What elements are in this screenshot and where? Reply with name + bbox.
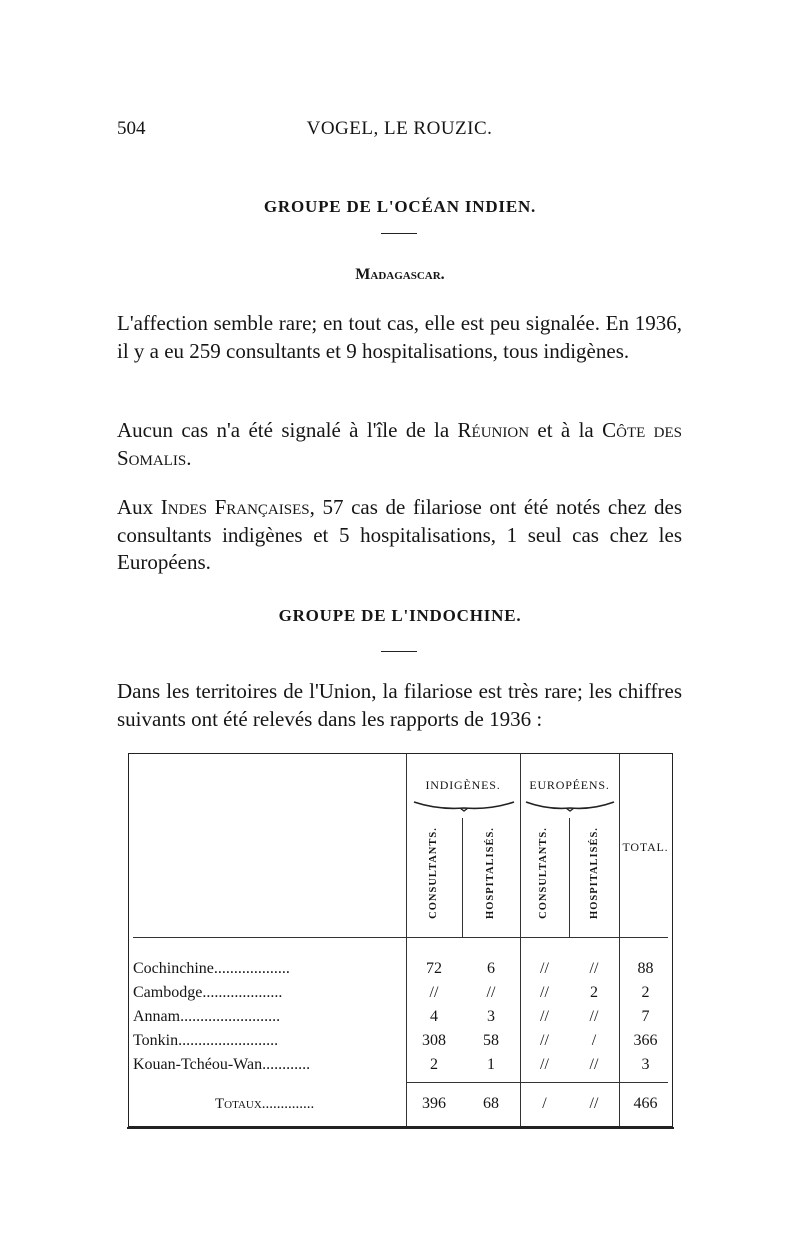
cell-value: //: [589, 1056, 599, 1073]
row-label: Annam.........................: [133, 1008, 281, 1025]
totals-label: Totaux..............: [215, 1096, 315, 1112]
cell-value: //: [429, 984, 439, 1001]
brace-europeens: [524, 798, 616, 812]
cell-value: 366: [633, 1032, 658, 1049]
cell-value: 3: [641, 1056, 650, 1073]
cell-value: 3: [487, 1008, 495, 1025]
cell-value: 396: [422, 1095, 446, 1112]
header-rule: [133, 937, 668, 938]
totals-rule: [406, 1082, 668, 1083]
page-header: [117, 118, 682, 142]
paragraph-reunion: Aucun cas n'a été signalé à l'île de la Réunion et à la Côte des Somalis.: [117, 418, 682, 470]
cell-value: 68: [483, 1095, 499, 1112]
column-divider: [569, 818, 570, 938]
group-header-indigenes: INDIGÈNES.: [425, 778, 501, 792]
page-number: 504: [117, 118, 146, 139]
cell-value: 466: [633, 1095, 658, 1112]
place-reunion: Réunion: [457, 418, 530, 442]
col-header-europeens-hospitalises: HOSPITALISÉS.: [589, 827, 600, 919]
cell-value: 2: [590, 984, 598, 1001]
place-cote-des-somalis: Côte des Somalis: [117, 418, 682, 470]
cell-value: 4: [430, 1008, 438, 1025]
cell-value: //: [589, 1008, 599, 1025]
section-rule: [381, 651, 417, 652]
col-header-total: TOTAL.: [622, 840, 669, 854]
filariose-table: [128, 753, 673, 1127]
cell-value: //: [589, 960, 599, 977]
section-title-indochine: GROUPE DE L'INDOCHINE.: [278, 606, 522, 625]
cell-value: //: [540, 1032, 549, 1049]
running-title: VOGEL, LE ROUZIC.: [306, 118, 493, 139]
column-divider: [462, 818, 463, 938]
cell-value: 2: [641, 984, 650, 1001]
place-indes-francaises: Indes Françaises: [160, 495, 310, 519]
cell-value: 1: [487, 1056, 495, 1073]
brace-indigenes: [412, 798, 516, 812]
cell-value: //: [486, 984, 496, 1001]
paragraph-indochine: Dans les territoires de l'Union, la filariose est très rare; les chiffres suivants ont été relevés dans les rapports de 1936 :: [117, 679, 682, 731]
row-label: Kouan-Tchéou-Wan............: [133, 1056, 311, 1073]
heading-madagascar: Madagascar.: [355, 266, 445, 283]
cell-value: 58: [483, 1032, 499, 1049]
cell-value: 308: [422, 1032, 446, 1049]
cell-value: 2: [430, 1056, 438, 1073]
cell-value: //: [589, 1095, 599, 1112]
row-label: Tonkin.........................: [133, 1032, 279, 1049]
row-label: Cochinchine...................: [133, 960, 290, 977]
section-rule: [381, 233, 417, 234]
paragraph-madagascar: L'affection semble rare; en tout cas, elle est peu signalée. En 1936, il y a eu 259 consultants et 9 hospitalisations, tous indigènes.: [117, 311, 682, 363]
cell-value: //: [540, 1056, 549, 1073]
cell-value: 88: [637, 960, 654, 977]
section-title-ocean-indien: GROUPE DE L'OCÉAN INDIEN.: [263, 197, 537, 216]
col-header-indigenes-hospitalises: HOSPITALISÉS.: [485, 827, 496, 919]
cell-value: 7: [641, 1008, 650, 1025]
cell-value: //: [540, 960, 549, 977]
cell-value: /: [591, 1032, 597, 1049]
cell-value: //: [540, 984, 549, 1001]
row-label: Cambodge....................: [133, 984, 283, 1001]
group-header-europeens: EUROPÉENS.: [529, 778, 610, 792]
cell-value: //: [540, 1008, 549, 1025]
cell-value: /: [542, 1095, 547, 1112]
cell-value: 72: [426, 960, 442, 977]
paragraph-indes: Aux Indes Françaises, 57 cas de filariose ont été notés chez des consultants indigènes et 5 hospitalisations, 1 seul cas chez les Européens.: [117, 495, 682, 574]
cell-value: 6: [487, 960, 495, 977]
col-header-europeens-consultants: CONSULTANTS.: [538, 827, 549, 919]
table-bottom-border: [127, 1127, 674, 1129]
col-header-indigenes-consultants: CONSULTANTS.: [428, 827, 439, 919]
